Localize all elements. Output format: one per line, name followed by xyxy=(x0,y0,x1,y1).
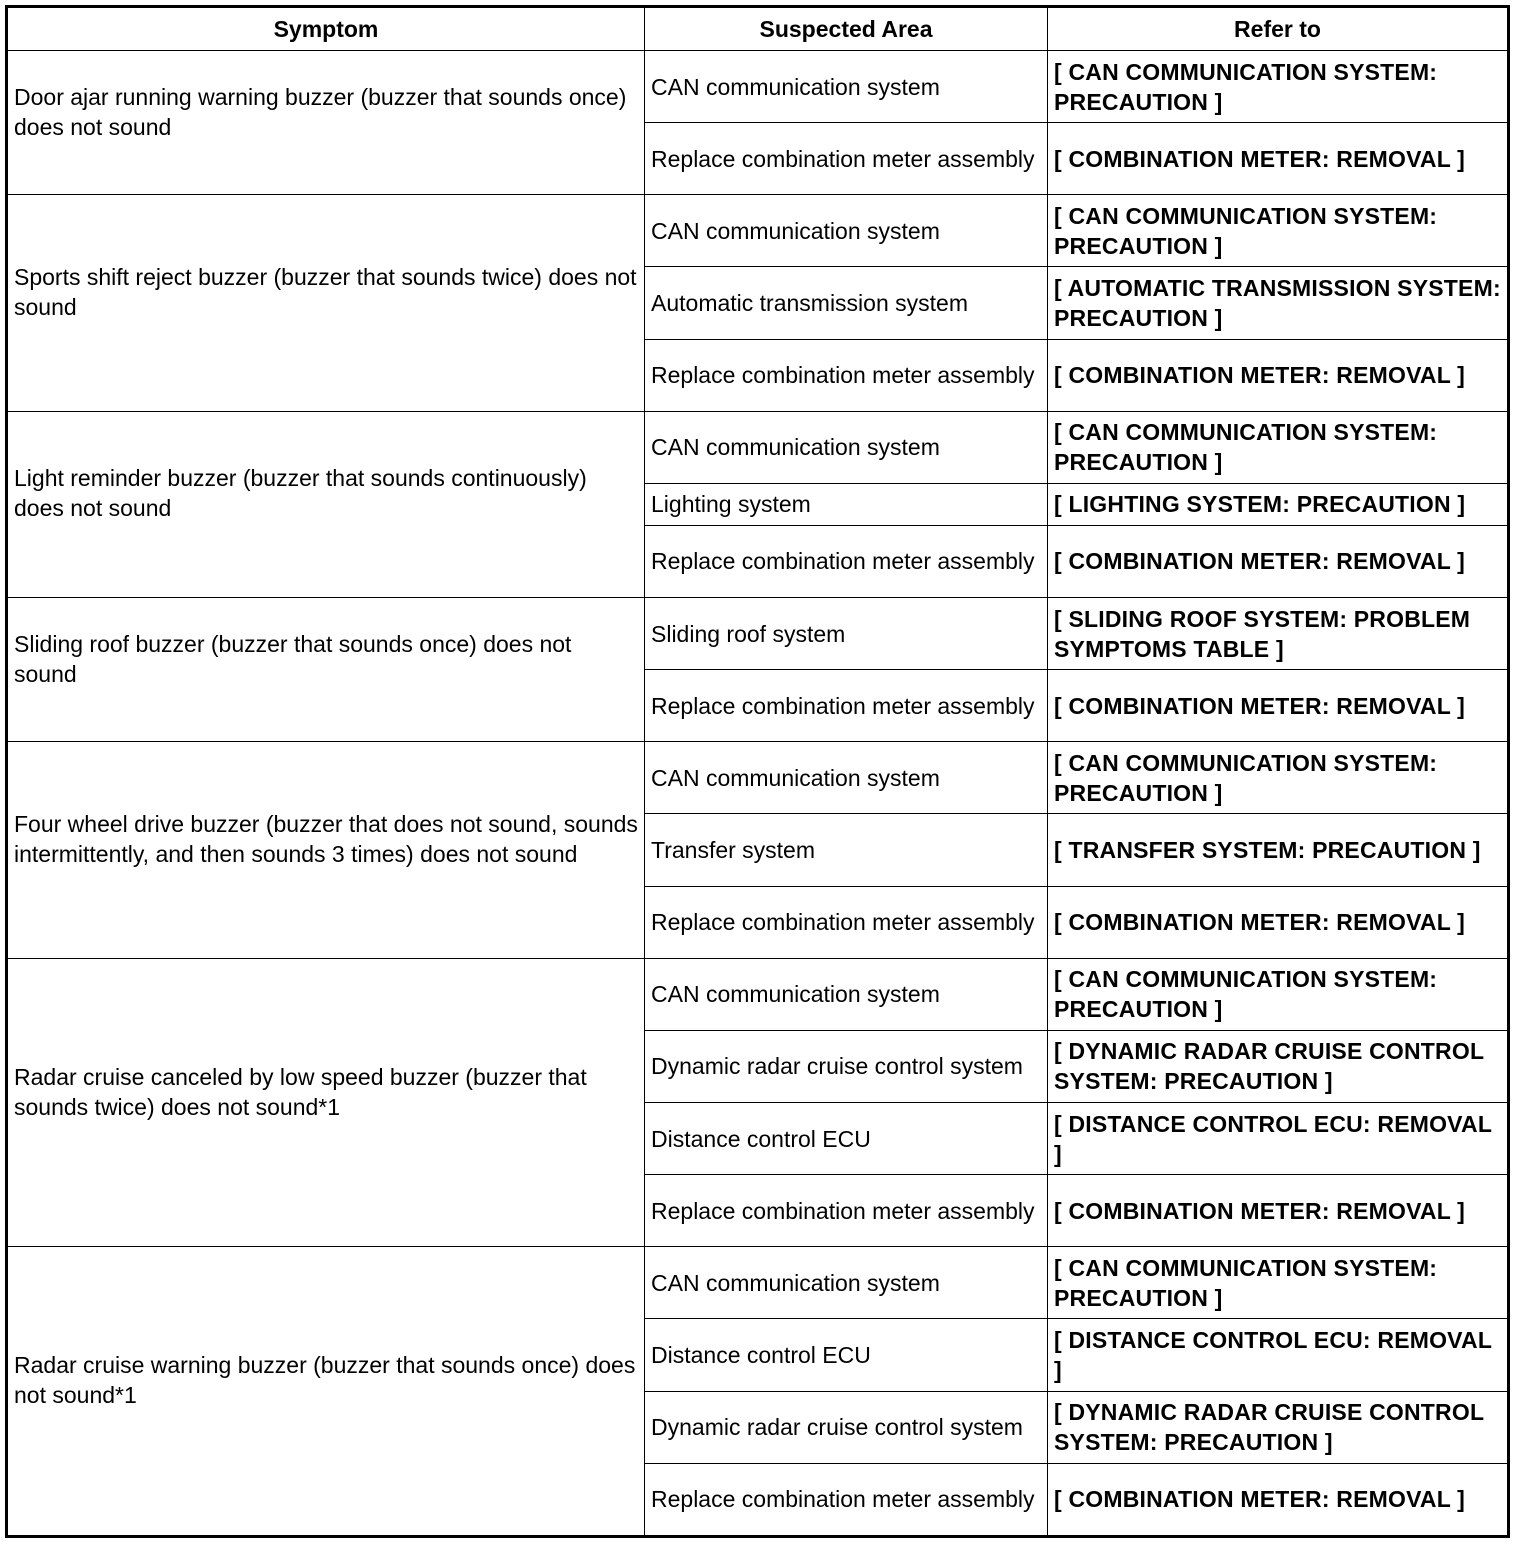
suspected-area-cell: Replace combination meter assembly xyxy=(645,339,1048,411)
suspected-area-cell: Transfer system xyxy=(645,814,1048,886)
table-row xyxy=(7,742,1509,814)
symptom-cell: Sports shift reject buzzer (buzzer that sounds twice) does not sound xyxy=(7,195,645,411)
suspected-area-cell: CAN communication system xyxy=(645,411,1048,483)
refer-to-link[interactable]: [ DISTANCE CONTROL ECU: REMOVAL ] xyxy=(1048,1319,1509,1391)
symptom-cell: Radar cruise canceled by low speed buzzer (buzzer that sounds twice) does not sound*1 xyxy=(7,958,645,1247)
refer-to-link[interactable]: [ LIGHTING SYSTEM: PRECAUTION ] xyxy=(1048,483,1509,525)
suspected-area-cell: Lighting system xyxy=(645,483,1048,525)
refer-to-link[interactable]: [ DISTANCE CONTROL ECU: REMOVAL ] xyxy=(1048,1103,1509,1175)
refer-to-link[interactable]: [ COMBINATION METER: REMOVAL ] xyxy=(1048,1175,1509,1247)
refer-to-link[interactable]: [ COMBINATION METER: REMOVAL ] xyxy=(1048,670,1509,742)
refer-to-link[interactable]: [ SLIDING ROOF SYSTEM: PROBLEM SYMPTOMS TABLE ] xyxy=(1048,598,1509,670)
suspected-area-cell: Replace combination meter assembly xyxy=(645,1463,1048,1536)
problem-symptoms-table xyxy=(5,5,1510,1538)
suspected-area-cell: CAN communication system xyxy=(645,742,1048,814)
suspected-area-cell: CAN communication system xyxy=(645,1247,1048,1319)
suspected-area-cell: CAN communication system xyxy=(645,51,1048,123)
refer-to-link[interactable]: [ COMBINATION METER: REMOVAL ] xyxy=(1048,1463,1509,1536)
refer-to-link[interactable]: [ DYNAMIC RADAR CRUISE CONTROL SYSTEM: PRECAUTION ] xyxy=(1048,1391,1509,1463)
refer-to-link[interactable]: [ AUTOMATIC TRANSMISSION SYSTEM: PRECAUTION ] xyxy=(1048,267,1509,339)
suspected-area-cell: CAN communication system xyxy=(645,195,1048,267)
symptom-cell: Radar cruise warning buzzer (buzzer that sounds once) does not sound*1 xyxy=(7,1247,645,1537)
table-row xyxy=(7,411,1509,483)
header-refer-to: Refer to xyxy=(1048,7,1509,51)
header-symptom: Symptom xyxy=(7,7,645,51)
suspected-area-cell: CAN communication system xyxy=(645,958,1048,1030)
suspected-area-cell: Replace combination meter assembly xyxy=(645,525,1048,597)
refer-to-link[interactable]: [ CAN COMMUNICATION SYSTEM: PRECAUTION ] xyxy=(1048,195,1509,267)
suspected-area-cell: Distance control ECU xyxy=(645,1103,1048,1175)
symptom-cell: Door ajar running warning buzzer (buzzer that sounds once) does not sound xyxy=(7,51,645,195)
symptom-cell: Light reminder buzzer (buzzer that sounds continuously) does not sound xyxy=(7,411,645,597)
refer-to-link[interactable]: [ CAN COMMUNICATION SYSTEM: PRECAUTION ] xyxy=(1048,1247,1509,1319)
refer-to-link[interactable]: [ CAN COMMUNICATION SYSTEM: PRECAUTION ] xyxy=(1048,958,1509,1030)
refer-to-link[interactable]: [ TRANSFER SYSTEM: PRECAUTION ] xyxy=(1048,814,1509,886)
refer-to-link[interactable]: [ COMBINATION METER: REMOVAL ] xyxy=(1048,123,1509,195)
table-row xyxy=(7,51,1509,123)
refer-to-link[interactable]: [ DYNAMIC RADAR CRUISE CONTROL SYSTEM: PRECAUTION ] xyxy=(1048,1030,1509,1102)
refer-to-link[interactable]: [ CAN COMMUNICATION SYSTEM: PRECAUTION ] xyxy=(1048,411,1509,483)
refer-to-link[interactable]: [ CAN COMMUNICATION SYSTEM: PRECAUTION ] xyxy=(1048,51,1509,123)
suspected-area-cell: Replace combination meter assembly xyxy=(645,123,1048,195)
header-suspected-area: Suspected Area xyxy=(645,7,1048,51)
suspected-area-cell: Dynamic radar cruise control system xyxy=(645,1391,1048,1463)
refer-to-link[interactable]: [ COMBINATION METER: REMOVAL ] xyxy=(1048,886,1509,958)
suspected-area-cell: Sliding roof system xyxy=(645,598,1048,670)
suspected-area-cell: Dynamic radar cruise control system xyxy=(645,1030,1048,1102)
suspected-area-cell: Replace combination meter assembly xyxy=(645,1175,1048,1247)
table-row xyxy=(7,958,1509,1030)
symptom-cell: Sliding roof buzzer (buzzer that sounds once) does not sound xyxy=(7,598,645,742)
refer-to-link[interactable]: [ COMBINATION METER: REMOVAL ] xyxy=(1048,525,1509,597)
suspected-area-cell: Replace combination meter assembly xyxy=(645,886,1048,958)
table-row xyxy=(7,1247,1509,1319)
table-row xyxy=(7,195,1509,267)
symptom-cell: Four wheel drive buzzer (buzzer that does not sound, sounds intermittently, and then sounds 3 times) does not sound xyxy=(7,742,645,958)
table-row xyxy=(7,598,1509,670)
header-row xyxy=(7,7,1509,51)
refer-to-link[interactable]: [ CAN COMMUNICATION SYSTEM: PRECAUTION ] xyxy=(1048,742,1509,814)
suspected-area-cell: Automatic transmission system xyxy=(645,267,1048,339)
refer-to-link[interactable]: [ COMBINATION METER: REMOVAL ] xyxy=(1048,339,1509,411)
suspected-area-cell: Replace combination meter assembly xyxy=(645,670,1048,742)
suspected-area-cell: Distance control ECU xyxy=(645,1319,1048,1391)
